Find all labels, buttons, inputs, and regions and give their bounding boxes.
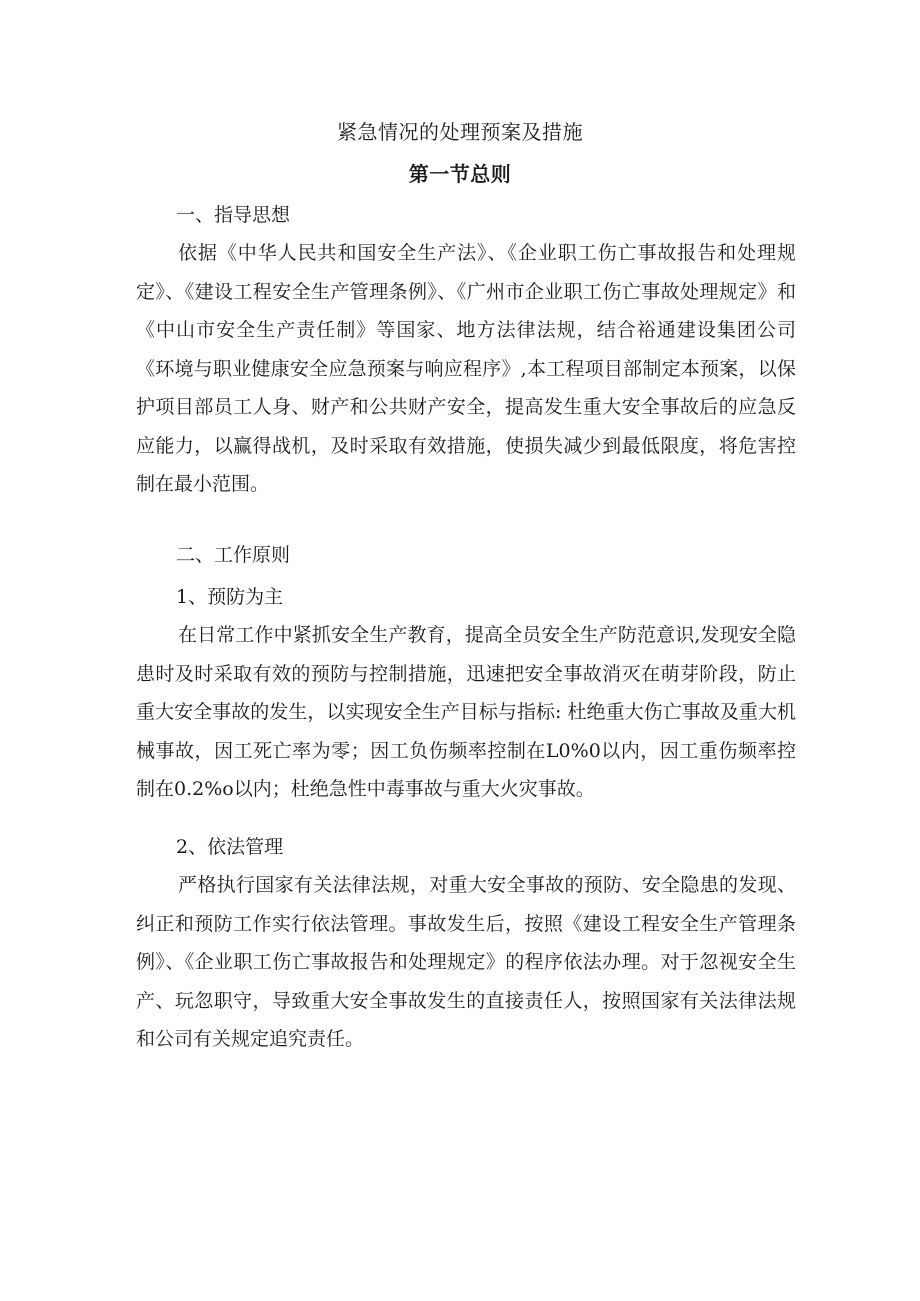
section-title: 第一节总则 [408, 162, 512, 186]
heading-guiding-idea: 一、指导思想 [176, 204, 291, 226]
paragraph-law-based-management: 严格执行国家有关法律法规，对重大安全事故的预防、安全隐患的发现、纠正和预防工作实行依法管理。事故发生后，按照《建设工程安全生产管理条例》、《企业职工伤亡事故报告和处理规定》的程序依法办理。对于忽视安全生产、玩忽职守，导致重大安全事故发生的直接责任人，按照国家有关法律法规和公司有关规定追究责任。 [136, 874, 796, 1050]
heading-law-based-management: 2、依法管理 [176, 836, 284, 858]
paragraph-prevention-first: 在日常工作中紧抓安全生产教育，提高全员安全生产防范意识,发现安全隐患时及时采取有效的预防与控制措施，迅速把安全事故消灭在萌芽阶段，防止重大安全事故的发生，以实现安全生产目标与指标: 杜绝重大伤亡事故及重大机械事故，因工死亡率为零；因工负伤频率控制在L0%0以内，因工重伤频率控制在0.2%o以内；杜绝急性中毒事故与重大火灾事故。 [136, 624, 796, 800]
heading-prevention-first: 1、预防为主 [176, 586, 284, 608]
paragraph-guiding-idea: 依据《中华人民共和国安全生产法》、《企业职工伤亡事故报告和处理规定》、《建设工程安全生产管理条例》、《广州市企业职工伤亡事故处理规定》和《中山市安全生产责任制》等国家、地方法律法规，结合裕通建设集团公司《环境与职业健康安全应急预案与响应程序》,本工程项目部制定本预案，以保护项目部员工人身、财产和公共财产安全，提高发生重大安全事故后的应急反应能力，以赢得战机，及时采取有效措施，使损失减少到最低限度，将危害控制在最小范围。 [136, 242, 796, 495]
heading-work-principles: 二、工作原则 [176, 544, 291, 566]
document-title: 紧急情况的处理预案及措施 [337, 120, 583, 144]
